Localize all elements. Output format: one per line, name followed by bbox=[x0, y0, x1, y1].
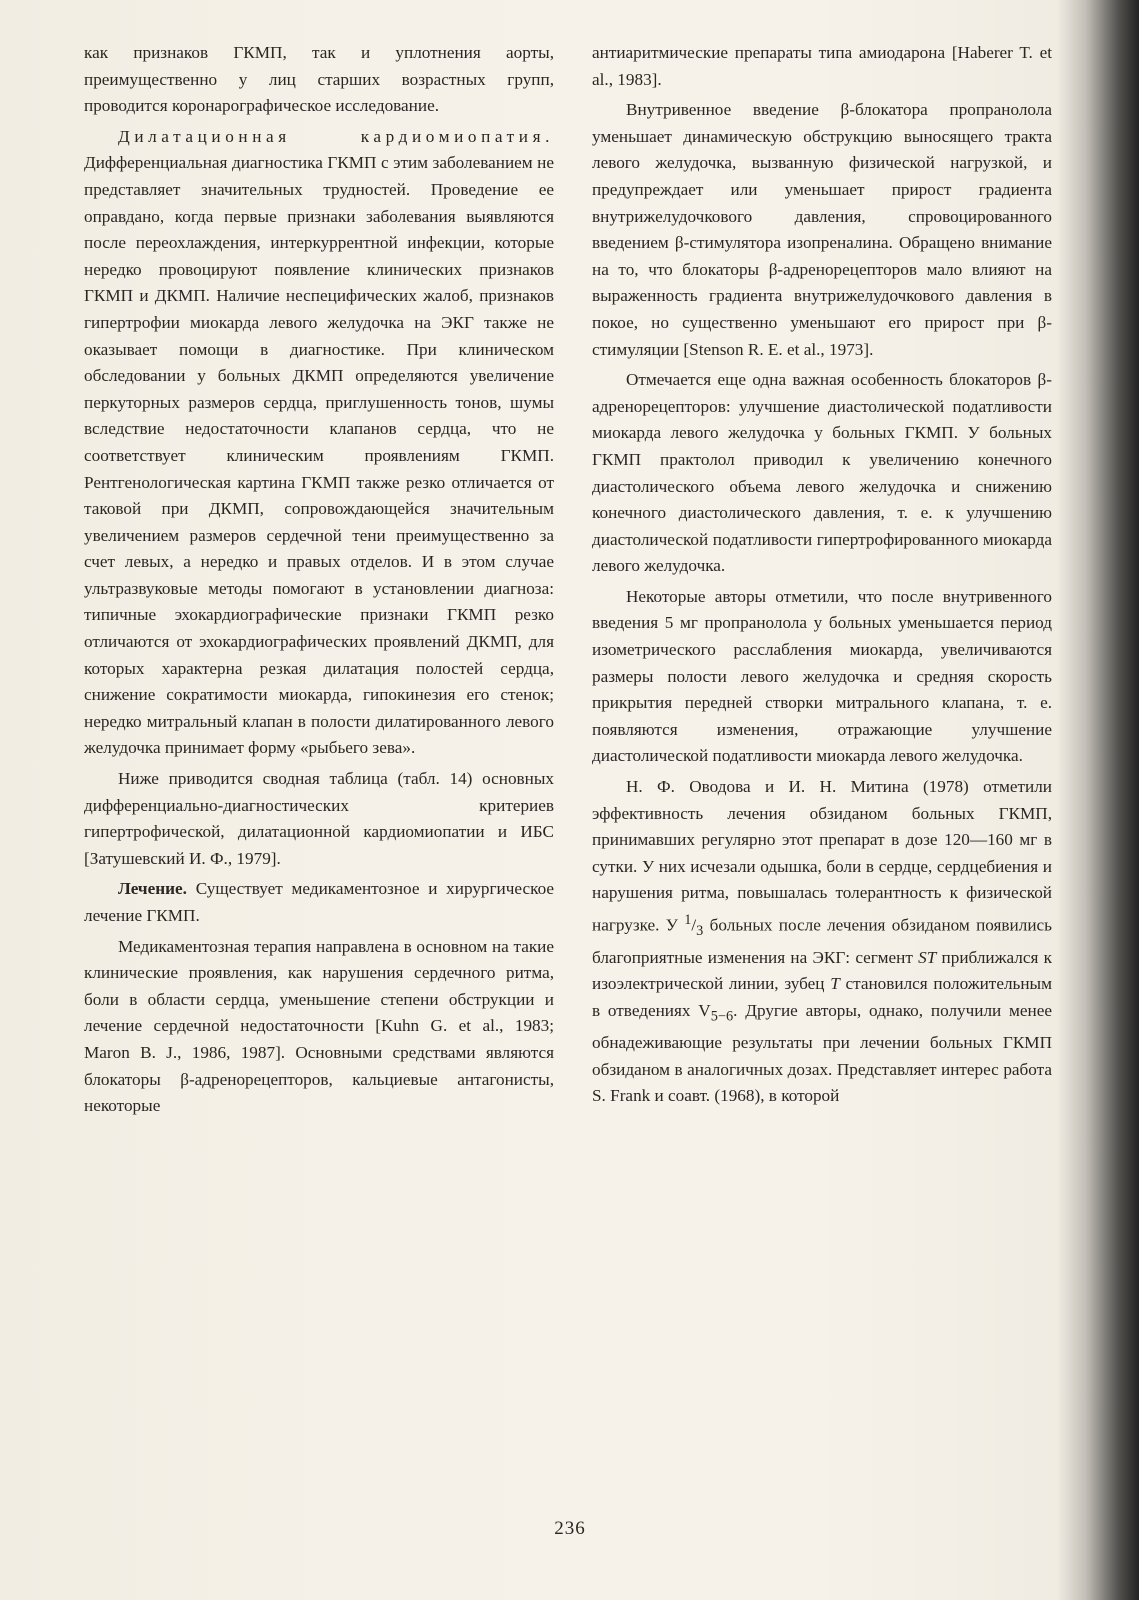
paragraph: Некоторые авторы отметили, что после внутривенного введения 5 мг пропранолола у больных уменьшается период изометрического расслабления миокарда, увеличиваются размеры полости левого желудочка и средняя скорость прикрытия передней створки митрального клапана, т. е. появляются изменения, отражающие улучшение диастолической податливости миокарда левого желудочка. bbox=[592, 586, 1052, 766]
paragraph-text: Дифференциальная диагностика ГКМП с этим заболеванием не представляет значительных трудностей. Проведение ее оправдано, когда первые признаки заболевания выявляются после переохлаждения, интеркуррентной инфекции, которые нередко провоцируют появление клинических признаков ГКМП и ДКМП. Наличие неспецифических жалоб, признаков гипертрофии миокарда левого желудочка на ЭКГ также не оказывает помощи в диагностике. При клиническом обследовании у больных ДКМП определяются увеличение перкуторных размеров сердца, приглушенность тонов, шумы вследствие недостаточности клапанов сердца, что не соответствует клиническим проявлениям ГКМП. Рентгенологическая картина ГКМП также резко отличается от таковой при ДКМП, сопровождающейся значительным увеличением размеров сердечной тени преимущественно за счет левых, а нередко и правых отделов. И в этом случае ультразвуковые методы помогают в установлении диагноза: типичные эхокардиографические признаки ГКМП резко отличаются от эхокардиографических проявлений ДКМП, для которых характерна резкая дилатация полостей сердца, снижение сократимости миокарда, гипокинезия его стенок; нередко митральный клапан в полости дилатированного левого желудочка принимает форму «рыбьего зева». bbox=[84, 153, 554, 758]
paragraph: Медикаментозная терапия направлена в основном на такие клинические проявления, как нарушения сердечного ритма, боли в области сердца, уменьшение степени обструкции и лечение сердечной недостаточности [Kuhn G. et al., 1983; Maron B. J., 1986, 1987]. Основными средствами являются блокаторы β-адренорецепторов, кальциевые антагонисты, некоторые bbox=[84, 936, 554, 1116]
left-column bbox=[84, 40, 554, 1120]
page-binding-shadow bbox=[1057, 0, 1139, 1600]
paragraph bbox=[84, 876, 554, 929]
ecg-wave-label: T bbox=[830, 974, 840, 994]
paragraph: Отмечается еще одна важная особенность блокаторов β-адренорецепторов: улучшение диастолической податливости миокарда левого желудочка у больных ГКМП. У больных ГКМП практолол приводил к увеличению конечного диастолического объема левого желудочка и снижению конечного диастолического давления, т. е. к улучшению диастолической податливости гипертрофированного миокарда левого желудочка. bbox=[592, 370, 1052, 576]
paragraph: антиаритмические препараты типа амиодарона [Haberer T. et al., 1983]. bbox=[592, 43, 1052, 89]
paragraph-text: . Другие авторы, однако, получили менее обнадеживающие результаты при лечении больных ГКМП обзиданом в аналогичных дозах. Представляет интерес работа S. Frank и соавт. (1968), в которой bbox=[592, 1000, 1052, 1106]
paragraph: Внутривенное введение β-блокатора пропранолола уменьшает динамическую обструкцию выносящего тракта левого желудочка, вызванную физической нагрузкой, и предупреждает или уменьшает прирост градиента внутрижелудочкового давления, спровоцированного введением β-стимулятора изопреналина. Обращено внимание на то, что блокаторы β-адренорецепторов мало влияют на выраженность градиента внутрижелудочкового давления в покое, но существенно уменьшают его прирост при β-стимуляции [Stenson R. E. et al., 1973]. bbox=[592, 100, 1052, 359]
fraction-denominator: 3 bbox=[696, 923, 704, 940]
paragraph-text: приближался к изоэлектрической линии, зубец bbox=[592, 947, 1053, 994]
lead-subscript: 5−6 bbox=[710, 1008, 734, 1025]
paragraph-text: Существует медикаментозное и хирургическое лечение ГКМП. bbox=[84, 879, 554, 925]
paragraph: Ниже приводится сводная таблица (табл. 14) основных дифференциально-диагностических критериев гипертрофической, дилатационной кардиомиопатии и ИБС [Затушевский И. Ф., 1979]. bbox=[84, 769, 554, 868]
paragraph-text: Н. Ф. Оводова и И. Н. Митина (1978) отметили эффективность лечения обзиданом больных ГКМП, принимавших регулярно этот препарат в дозе 120—160 мг в сутки. У них исчезали одышка, боли в сердце, сердцебиения и нарушения ритма, повышалась толерантность к физической нагрузке. У bbox=[592, 777, 1052, 935]
page-number: 236 bbox=[554, 1518, 586, 1539]
section-heading: Лечение. bbox=[118, 879, 187, 899]
fraction-numerator: 1 bbox=[684, 912, 692, 928]
right-column bbox=[592, 40, 1052, 1110]
paragraph: Н. Ф. Оводова и И. Н. Митина (1978) отметили эффективность лечения обзиданом больных ГКМП, принимавших регулярно этот препарат в дозе 120—160 мг в сутки. У них исчезали одышка, боли в сердце, сердцебиения и нарушения ритма, повышалась толерантность к физической нагрузке. У $^1/_3$ больных после лечения обзиданом появились благоприятные изменения на ЭКГ: сегмент ST приближался к изоэлектрической линии, зубец T становился положительным в отведениях $V_{5-6}$. Другие авторы, однако, получили менее обнадеживающие результаты при лечении больных ГКМП обзиданом в аналогичных дозах. Представляет интерес работа S. Frank и соавт. (1968), в которой bbox=[592, 777, 1053, 1106]
paragraph-text: больных после лечения обзиданом появились благоприятные изменения на ЭКГ: сегмент bbox=[592, 915, 1052, 967]
ecg-segment-label: ST bbox=[918, 947, 937, 967]
paragraph: как признаков ГКМП, так и уплотнения аорты, преимущественно у лиц старших возрастных групп, проводится коронарографическое исследование. bbox=[84, 43, 554, 116]
paragraph bbox=[84, 124, 554, 762]
paragraph-text: становился положительным в отведениях V bbox=[592, 974, 1052, 1020]
section-heading: Дилатационная кардиомиопатия. bbox=[118, 126, 554, 146]
